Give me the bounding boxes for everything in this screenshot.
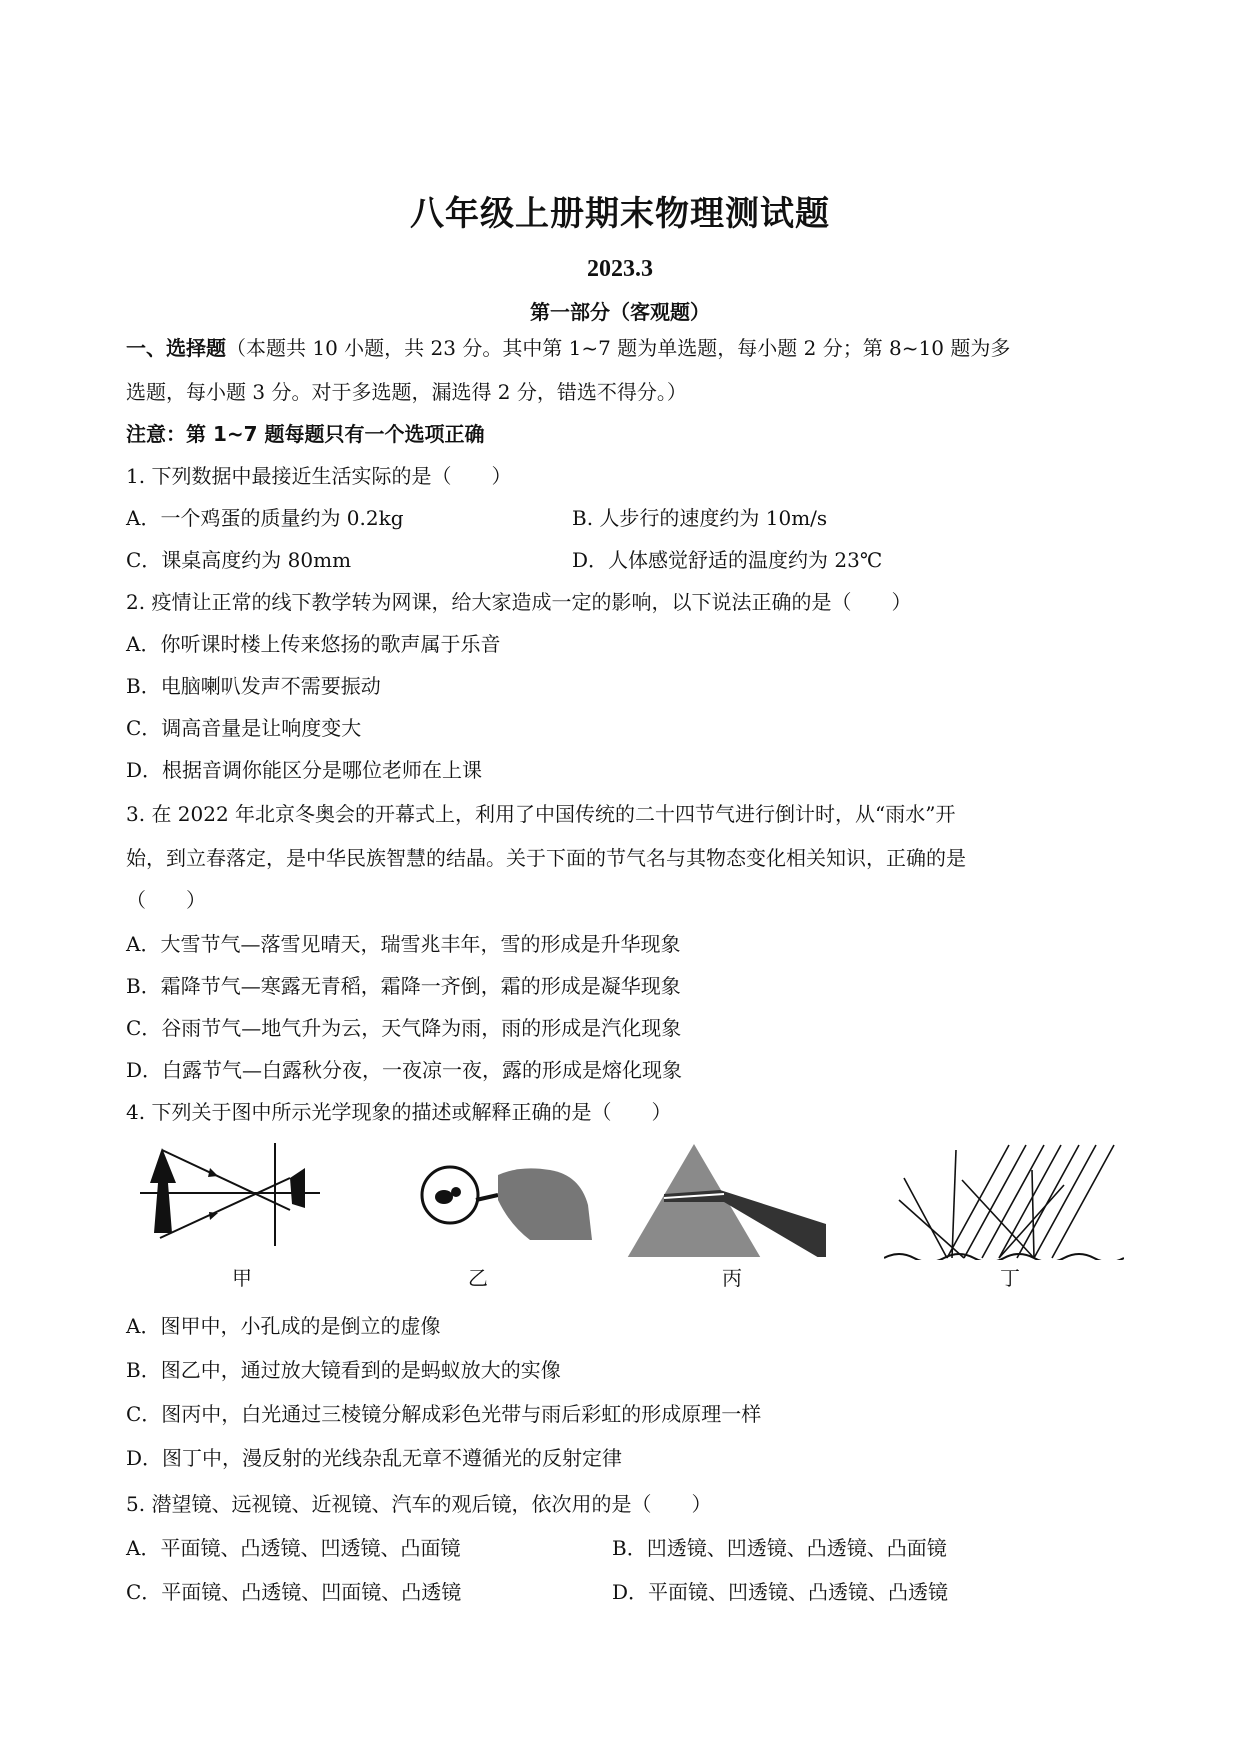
figure-label-yi: 乙 [468, 1266, 488, 1290]
pinhole-imaging-diagram-icon [140, 1138, 320, 1248]
q1-option-d: D．人体感觉舒适的温度约为 23℃ [572, 548, 883, 572]
figure-label-bing: 丙 [722, 1266, 742, 1290]
q1-option-b: B. 人步行的速度约为 10m/s [572, 506, 828, 530]
q4-option-d: D．图丁中，漫反射的光线杂乱无章不遵循光的反射定律 [126, 1446, 623, 1470]
part-heading: 第一部分（客观题） [530, 300, 710, 324]
section-heading: 一、选择题 [126, 336, 226, 360]
question-3-stem-line1: 3. 在 2022 年北京冬奥会的开幕式上，利用了中国传统的二十四节气进行倒计时，从“雨水”开 [126, 802, 956, 826]
q2-option-a: A．你听课时楼上传来悠扬的歌声属于乐音 [126, 632, 501, 656]
q3-option-c: C．谷雨节气—地气升为云，天气降为雨，雨的形成是汽化现象 [126, 1016, 682, 1040]
q3-option-d: D．白露节气—白露秋分夜，一夜凉一夜，露的形成是熔化现象 [126, 1058, 683, 1082]
q1-option-a: A．一个鸡蛋的质量约为 0.2kg [126, 506, 404, 530]
q4-option-c: C．图丙中，白光通过三棱镜分解成彩色光带与雨后彩虹的形成原理一样 [126, 1402, 762, 1426]
q5-option-b: B．凹透镜、凹透镜、凸透镜、凸面镜 [612, 1536, 947, 1560]
question-4-stem: 4. 下列关于图中所示光学现象的描述或解释正确的是（ ） [126, 1100, 672, 1124]
section-desc-line1: （本题共 10 小题，共 23 分。其中第 1~7 题为单选题，每小题 2 分；第 8~10 题为多 [226, 336, 1011, 360]
q1-option-c: C．课桌高度约为 80mm [126, 548, 352, 572]
section-note: 注意：第 1~7 题每题只有一个选项正确 [126, 422, 485, 446]
question-1-stem: 1. 下列数据中最接近生活实际的是（ ） [126, 464, 512, 488]
q4-option-b: B．图乙中，通过放大镜看到的是蚂蚁放大的实像 [126, 1358, 561, 1382]
section-description [126, 334, 1010, 362]
question-3-stem-line2: 始，到立春落定，是中华民族智慧的结晶。关于下面的节气名与其物态变化相关知识，正确的是 [126, 846, 966, 870]
prism-dispersion-image-icon [626, 1142, 826, 1257]
q3-option-b: B．霜降节气—寒露无青稻，霜降一齐倒，霜的形成是凝华现象 [126, 974, 681, 998]
page-title: 八年级上册期末物理测试题 [410, 194, 830, 234]
q2-option-d: D．根据音调你能区分是哪位老师在上课 [126, 758, 483, 782]
section-desc-line2: 选题，每小题 3 分。对于多选题，漏选得 2 分，错选不得分。） [126, 380, 687, 404]
magnifier-ant-image-icon [410, 1145, 610, 1255]
q4-option-a: A．图甲中，小孔成的是倒立的虚像 [126, 1314, 441, 1338]
q3-option-a: A．大雪节气—落雪见晴天，瑞雪兆丰年，雪的形成是升华现象 [126, 932, 681, 956]
figure-label-ding: 丁 [1000, 1266, 1020, 1290]
q2-option-b: B．电脑喇叭发声不需要振动 [126, 674, 381, 698]
question-2-stem: 2. 疫情让正常的线下教学转为网课，给大家造成一定的影响，以下说法正确的是（ ） [126, 590, 912, 614]
q2-option-c: C．调高音量是让响度变大 [126, 716, 362, 740]
q5-option-a: A．平面镜、凸透镜、凹透镜、凸面镜 [126, 1536, 461, 1560]
figure-label-jia: 甲 [232, 1266, 252, 1290]
exam-date: 2023.3 [587, 256, 653, 282]
question-5-stem: 5. 潜望镜、远视镜、近视镜、汽车的观后镜，依次用的是（ ） [126, 1492, 712, 1516]
diffuse-reflection-diagram-icon [884, 1140, 1124, 1260]
question-3-stem-line3: （ ） [126, 888, 206, 912]
q5-option-d: D．平面镜、凹透镜、凸透镜、凸透镜 [612, 1580, 949, 1604]
q5-option-c: C．平面镜、凸透镜、凹面镜、凸透镜 [126, 1580, 462, 1604]
